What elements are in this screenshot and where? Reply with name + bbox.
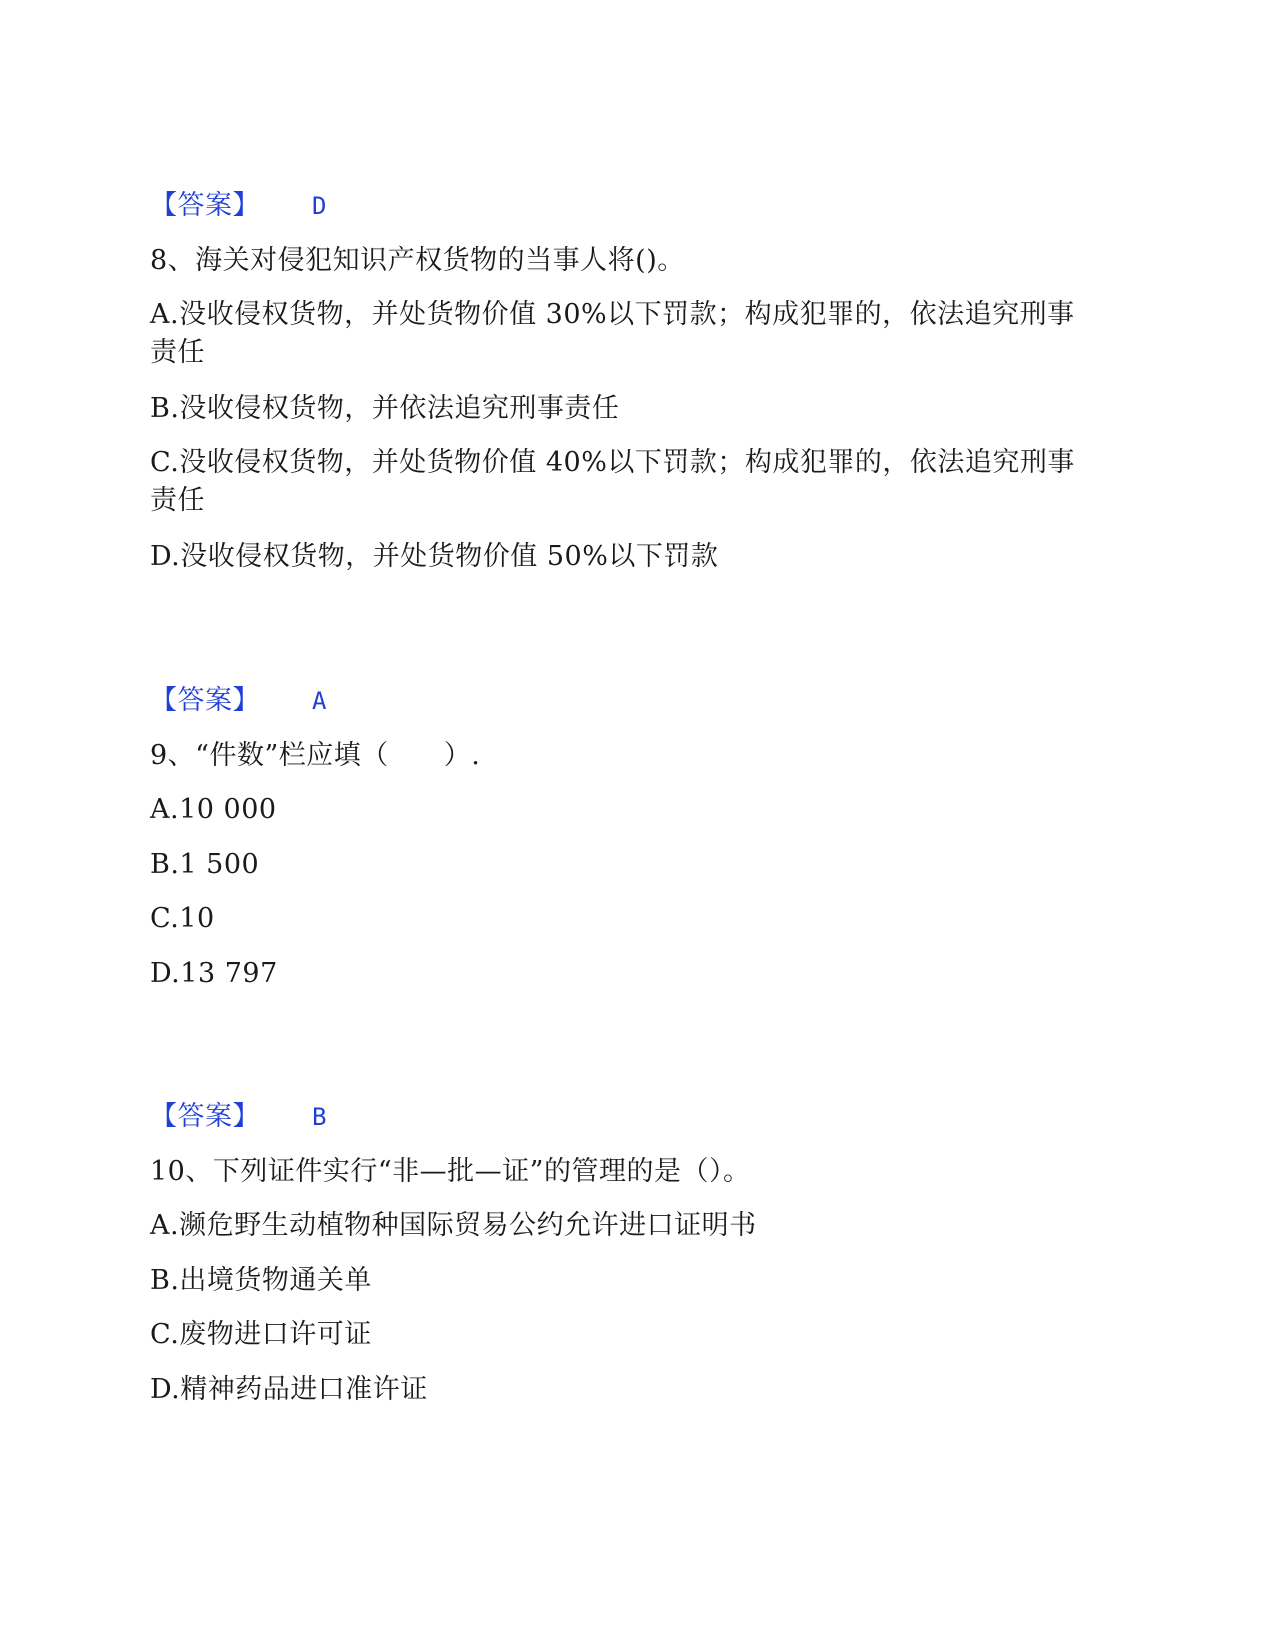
answer-value: A (312, 687, 327, 715)
q10-option-a: A.濒危野生动植物种国际贸易公约允许进口证明书 (150, 1210, 757, 1241)
q8-option-b: B.没收侵权货物，并依法追究刑事责任 (150, 393, 620, 424)
q10-option-d: D.精神药品进口准许证 (150, 1374, 428, 1405)
answer-value: D (312, 192, 327, 220)
q8-option-c: C.没收侵权货物，并处货物价值 40%以下罚款；构成犯罪的，依法追究刑事 (150, 447, 1075, 478)
answer-label: 【答案】 (150, 190, 260, 221)
q8-option-c-continued: 责任 (150, 485, 205, 516)
q10-option-b: B.出境货物通关单 (150, 1265, 372, 1296)
answer-value: B (312, 1103, 327, 1131)
q9-option-d: D.13 797 (150, 958, 278, 989)
question-9: 9、“件数”栏应填（ ）. (150, 740, 481, 771)
q8-option-a: A.没收侵权货物，并处货物价值 30%以下罚款；构成犯罪的，依法追究刑事 (150, 299, 1075, 330)
answer-label: 【答案】 (150, 1101, 260, 1132)
answer-line (150, 186, 327, 226)
q8-option-a-continued: 责任 (150, 337, 205, 368)
q9-option-b: B.1 500 (150, 849, 260, 880)
answer-label: 【答案】 (150, 685, 260, 716)
q8-option-d: D.没收侵权货物，并处货物价值 50%以下罚款 (150, 541, 719, 572)
answer-line (150, 1097, 327, 1137)
question-10: 10、下列证件实行“非—批—证”的管理的是（）。 (150, 1156, 751, 1187)
q10-option-c: C.废物进口许可证 (150, 1319, 372, 1350)
q9-option-c: C.10 (150, 903, 215, 934)
question-8: 8、海关对侵犯知识产权货物的当事人将()。 (150, 245, 685, 276)
q9-option-a: A.10 000 (150, 794, 277, 825)
answer-line (150, 681, 327, 721)
